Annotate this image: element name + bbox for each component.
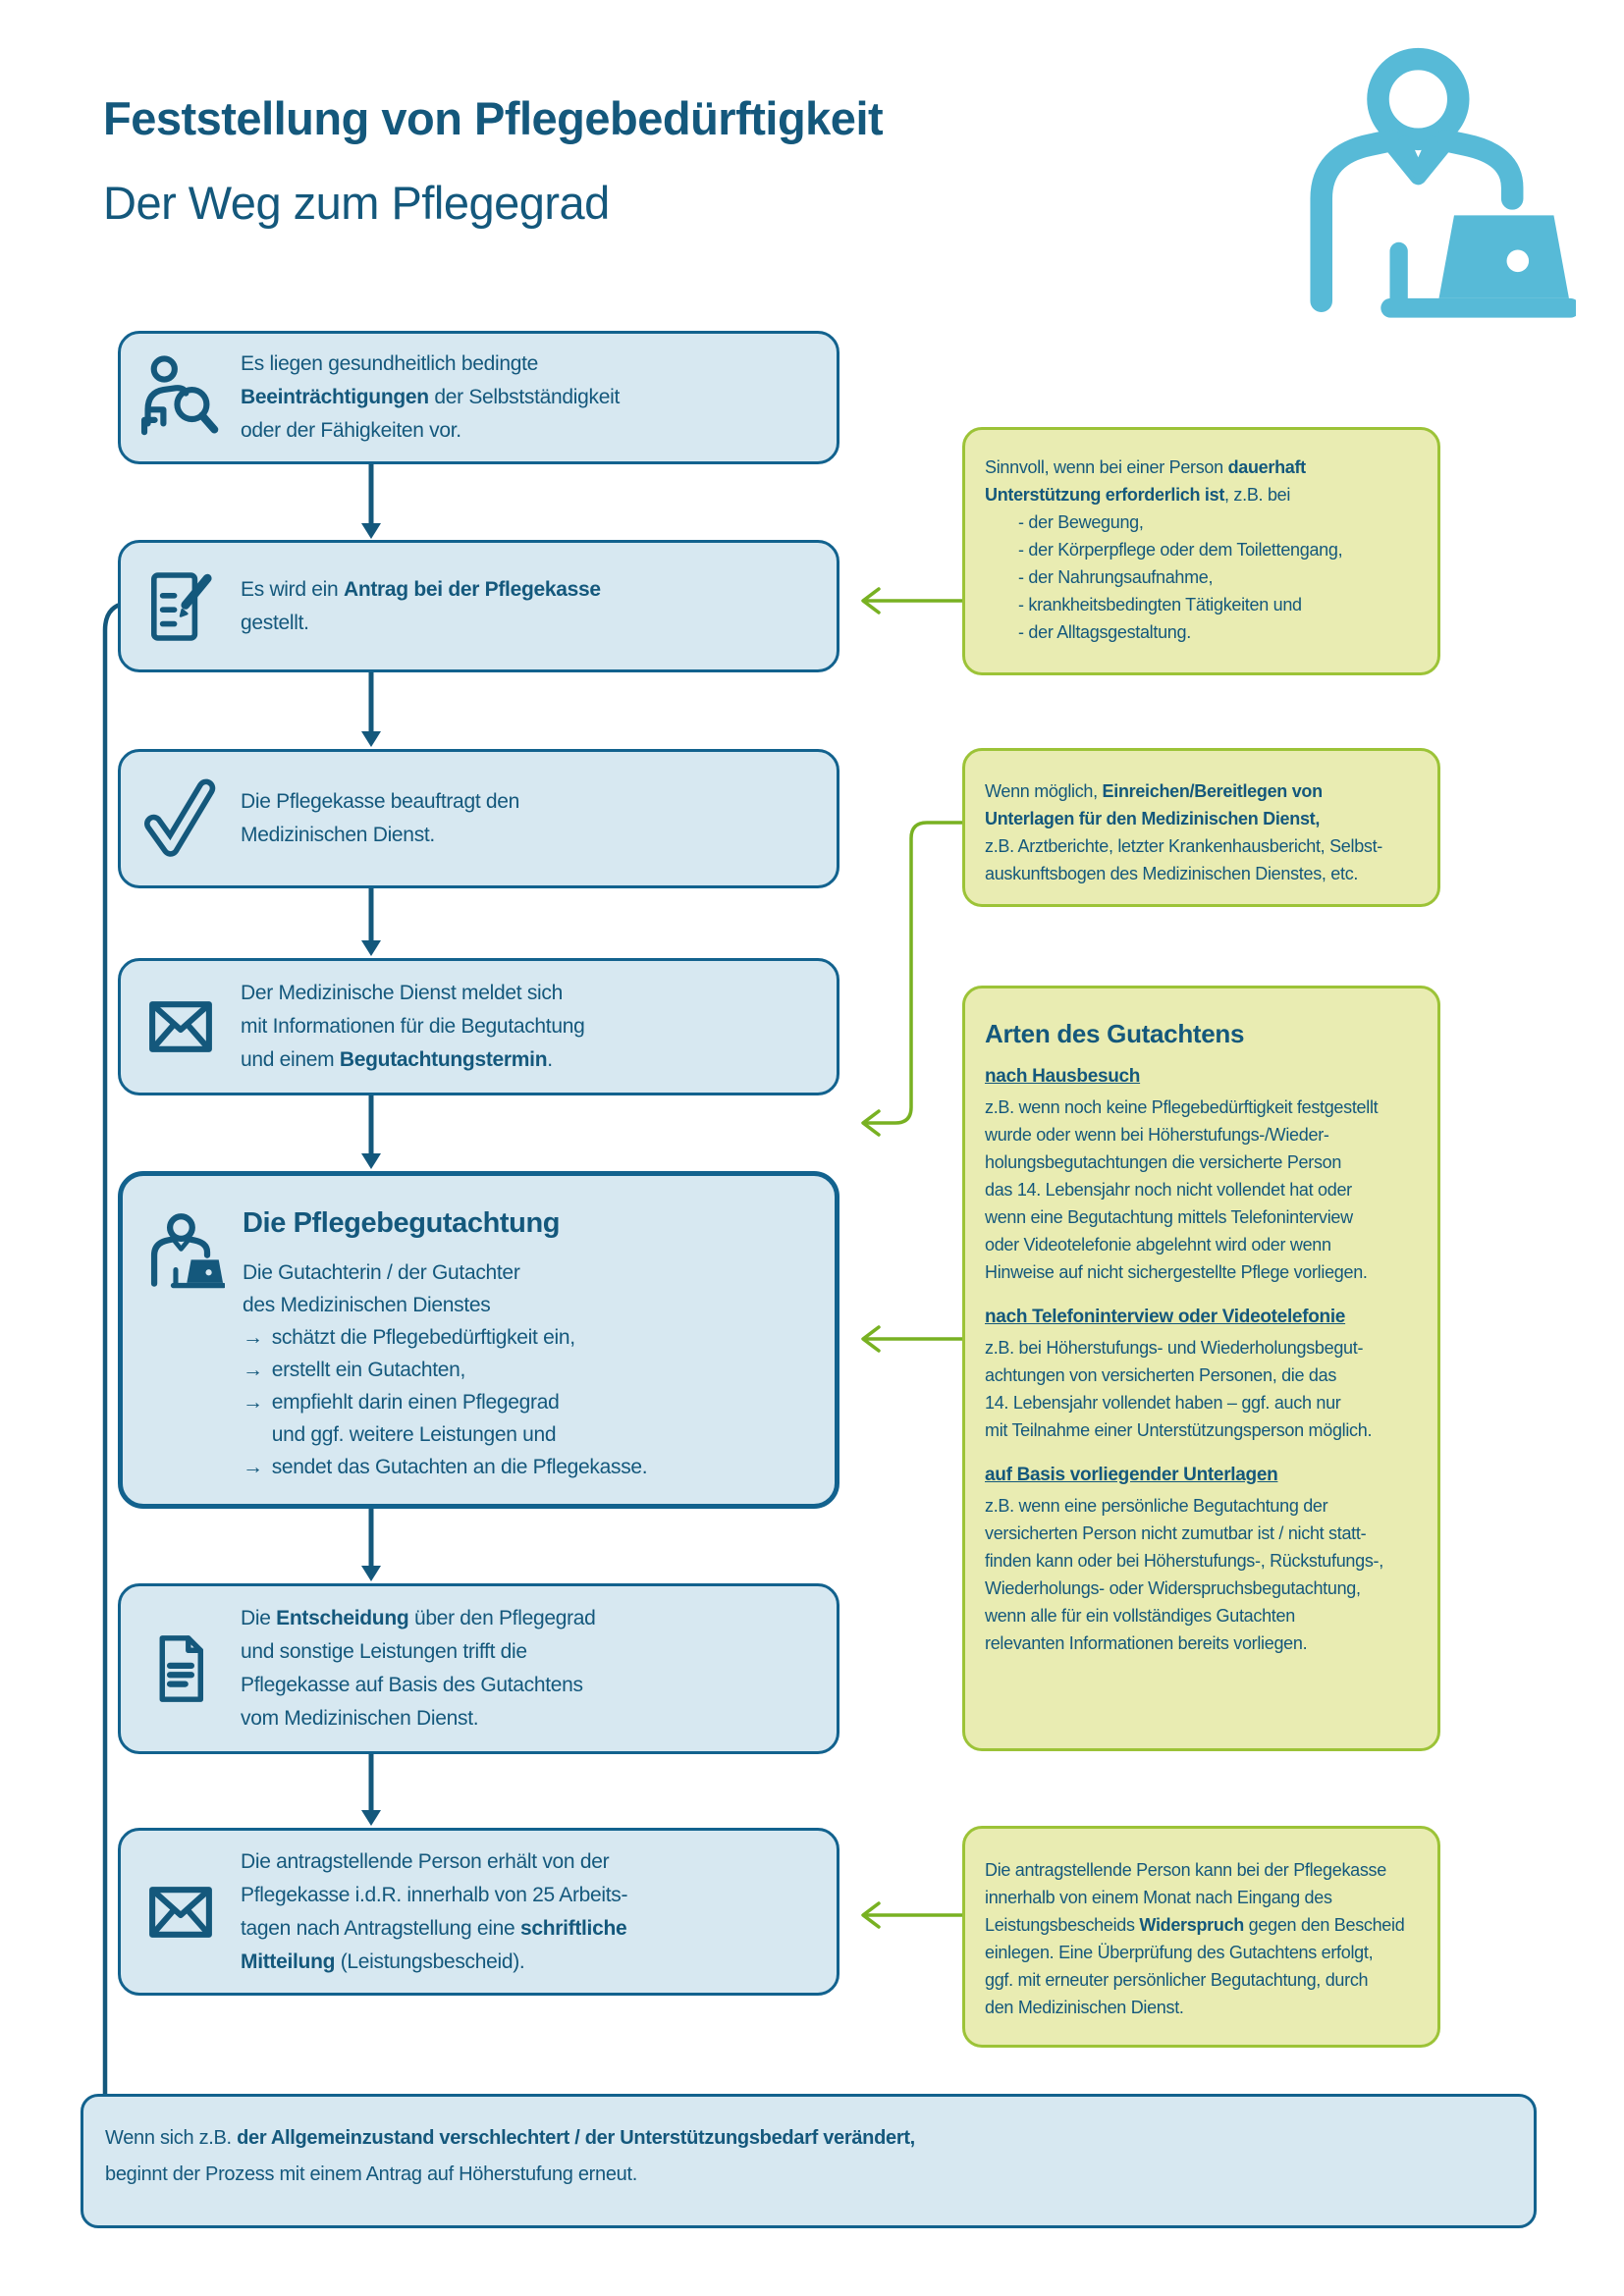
flow-step-application — [118, 540, 839, 672]
application-form-icon — [121, 567, 241, 646]
note-documents — [962, 748, 1440, 907]
envelope-icon — [121, 989, 241, 1064]
note-text: Die antragstellende Person kann bei der Pflegekasse innerhalb von einem Monat nach Eingang des Leistungsbescheids Widerspruch gegen den Bescheid einlegen. Eine Überprüfung des Gutachtens erfolgt, ggf. mit erneuter persönlicher Begutachtung, durch den Medizinischen Dienst. — [985, 1860, 1405, 2017]
note-arrow-connectors — [863, 589, 964, 1927]
note-objection — [962, 1826, 1440, 2048]
page-title-line2: Der Weg zum Pflegegrad — [103, 177, 610, 229]
assessment-bullet: → sendet das Gutachten an die Pflegekasse. — [243, 1451, 647, 1483]
arrow-right-glyph: → — [243, 1359, 263, 1381]
flow-step-text: Es liegen gesundheitlich bedingte Beeinträchtigungen der Selbstständigkeit oder der Fähigkeiten vor. — [241, 352, 620, 442]
flow-step-text: Die antragstellende Person erhält von der Pflegekasse i.d.R. innerhalb von 25 Arbeits- tagen nach Antragstellung eine schriftliche Mitteilung (Leistungsbescheid). — [241, 1849, 628, 1973]
note-subheading: auf Basis vorliegender Unterlagen — [985, 1465, 1278, 1485]
note-text: Wenn möglich, Einreichen/Bereitlegen von Unterlagen für den Medizinischen Dienst, z.B. Arztberichte, letzter Krankenhausbericht, Selbst- auskunftsbogen des Medizinischen Dienstes, etc. — [985, 781, 1382, 883]
page-title-line1: Feststellung von Pflegebedürftigkeit — [103, 92, 884, 144]
flow-step-written-notice — [118, 1828, 839, 1996]
flow-step-impairment — [118, 331, 839, 464]
note-subheading: nach Telefoninterview oder Videotelefonie — [985, 1307, 1346, 1327]
note-text: z.B. wenn eine persönliche Begutachtung der versicherten Person nicht zumutbar ist / nicht statt- finden kann oder bei Höherstufungs-, Rückstufungs-, Wiederholungs- oder Widerspruchsbegutachtung, wenn alle für ein vollständiges Gutachten relevanten Informationen bereits vorliegen. — [985, 1496, 1383, 1653]
note-section-phone-video — [985, 1304, 1424, 1444]
document-icon — [121, 1630, 241, 1707]
note-list-item: - krankheitsbedingten Tätigkeiten und — [1018, 595, 1302, 614]
note-list-item: - der Nahrungsaufnahme, — [1018, 567, 1214, 587]
flow-step-decision — [118, 1583, 839, 1754]
note-list-item: - der Alltagsgestaltung. — [1018, 622, 1191, 642]
note-support-needed — [962, 427, 1440, 675]
note-section-existing-documents — [985, 1462, 1424, 1657]
note-list-item: - der Körperpflege oder dem Toilettengang, — [1018, 540, 1343, 560]
assessment-bullet: → schätzt die Pflegebedürftigkeit ein, — [243, 1321, 647, 1354]
note-intro: Sinnvoll, wenn bei einer Person dauerhaft Unterstützung erforderlich ist, z.B. bei — [985, 457, 1306, 505]
flow-step-text: Die Entscheidung über den Pflegegrad und sonstige Leistungen trifft die Pflegekasse auf Basis des Gutachtens vom Medizinischen Dienst. — [241, 1607, 596, 1730]
assessment-body — [243, 1256, 647, 1483]
envelope-icon — [121, 1875, 241, 1949]
checkmark-icon — [121, 776, 241, 861]
assessment-heading: Die Pflegebegutachtung — [243, 1207, 561, 1239]
assessor-laptop-icon — [123, 1176, 243, 1290]
flow-step-text: Der Medizinische Dienst meldet sich mit Informationen für die Begutachtung und einem Begutachtungstermin. — [241, 982, 585, 1071]
restart-loop-text: Wenn sich z.B. der Allgemeinzustand verschlechtert / der Unterstützungsbedarf verändert, beginnt der Prozess mit einem Antrag auf Höherstufung erneut. — [105, 2127, 915, 2185]
note-assessment-types — [962, 986, 1440, 1751]
flow-step-text: Die Pflegekasse beauftragt den Medizinischen Dienst. — [241, 790, 520, 846]
assessment-bullet: → erstellt ein Gutachten, — [243, 1354, 647, 1386]
flow-step-assessment-info — [118, 958, 839, 1095]
restart-loop-note — [81, 2094, 1537, 2228]
assessment-intro: Die Gutachterin / der Gutachter des Medizinischen Dienstes — [243, 1261, 520, 1316]
page-title — [103, 77, 883, 245]
flow-step-commission — [118, 749, 839, 888]
arrow-right-glyph: → — [243, 1456, 263, 1478]
person-magnifier-icon — [121, 354, 241, 441]
flow-step-content — [243, 1176, 663, 1483]
note-text: z.B. bei Höherstufungs- und Wiederholungsbegut- achtungen von versicherten Personen, die das 14. Lebensjahr vollendet haben – ggf. auch nur mit Teilnahme einer Unterstützungsperson möglich. — [985, 1338, 1373, 1440]
arrow-right-glyph: → — [243, 1391, 263, 1414]
note-section-home-visit — [985, 1063, 1424, 1286]
note-list — [1018, 508, 1424, 646]
note-text: z.B. wenn noch keine Pflegebedürftigkeit festgestellt wurde oder wenn bei Höherstufungs-/Wieder- holungsbegutachtungen die versicherte Person das 14. Lebensjahr noch nicht vollendet hat oder wenn eine Begutachtung mittels Telefoninterview oder Videotelefonie abgelehnt wird oder wenn Hinweise auf nicht sichergestellte Pflege vorliegen. — [985, 1097, 1379, 1282]
flow-step-care-assessment — [118, 1171, 839, 1509]
note-subheading: nach Hausbesuch — [985, 1066, 1141, 1087]
flow-step-text: Es wird ein Antrag bei der Pflegekasse gestellt. — [241, 577, 601, 634]
assessment-bullet: → empfiehlt darin einen Pflegegrad und ggf. weitere Leistungen und — [243, 1386, 647, 1451]
arrow-right-glyph: → — [243, 1326, 263, 1349]
note-heading: Arten des Gutachtens — [985, 1019, 1245, 1048]
note-list-item: - der Bewegung, — [1018, 512, 1144, 532]
person-laptop-illustration — [1272, 37, 1576, 327]
